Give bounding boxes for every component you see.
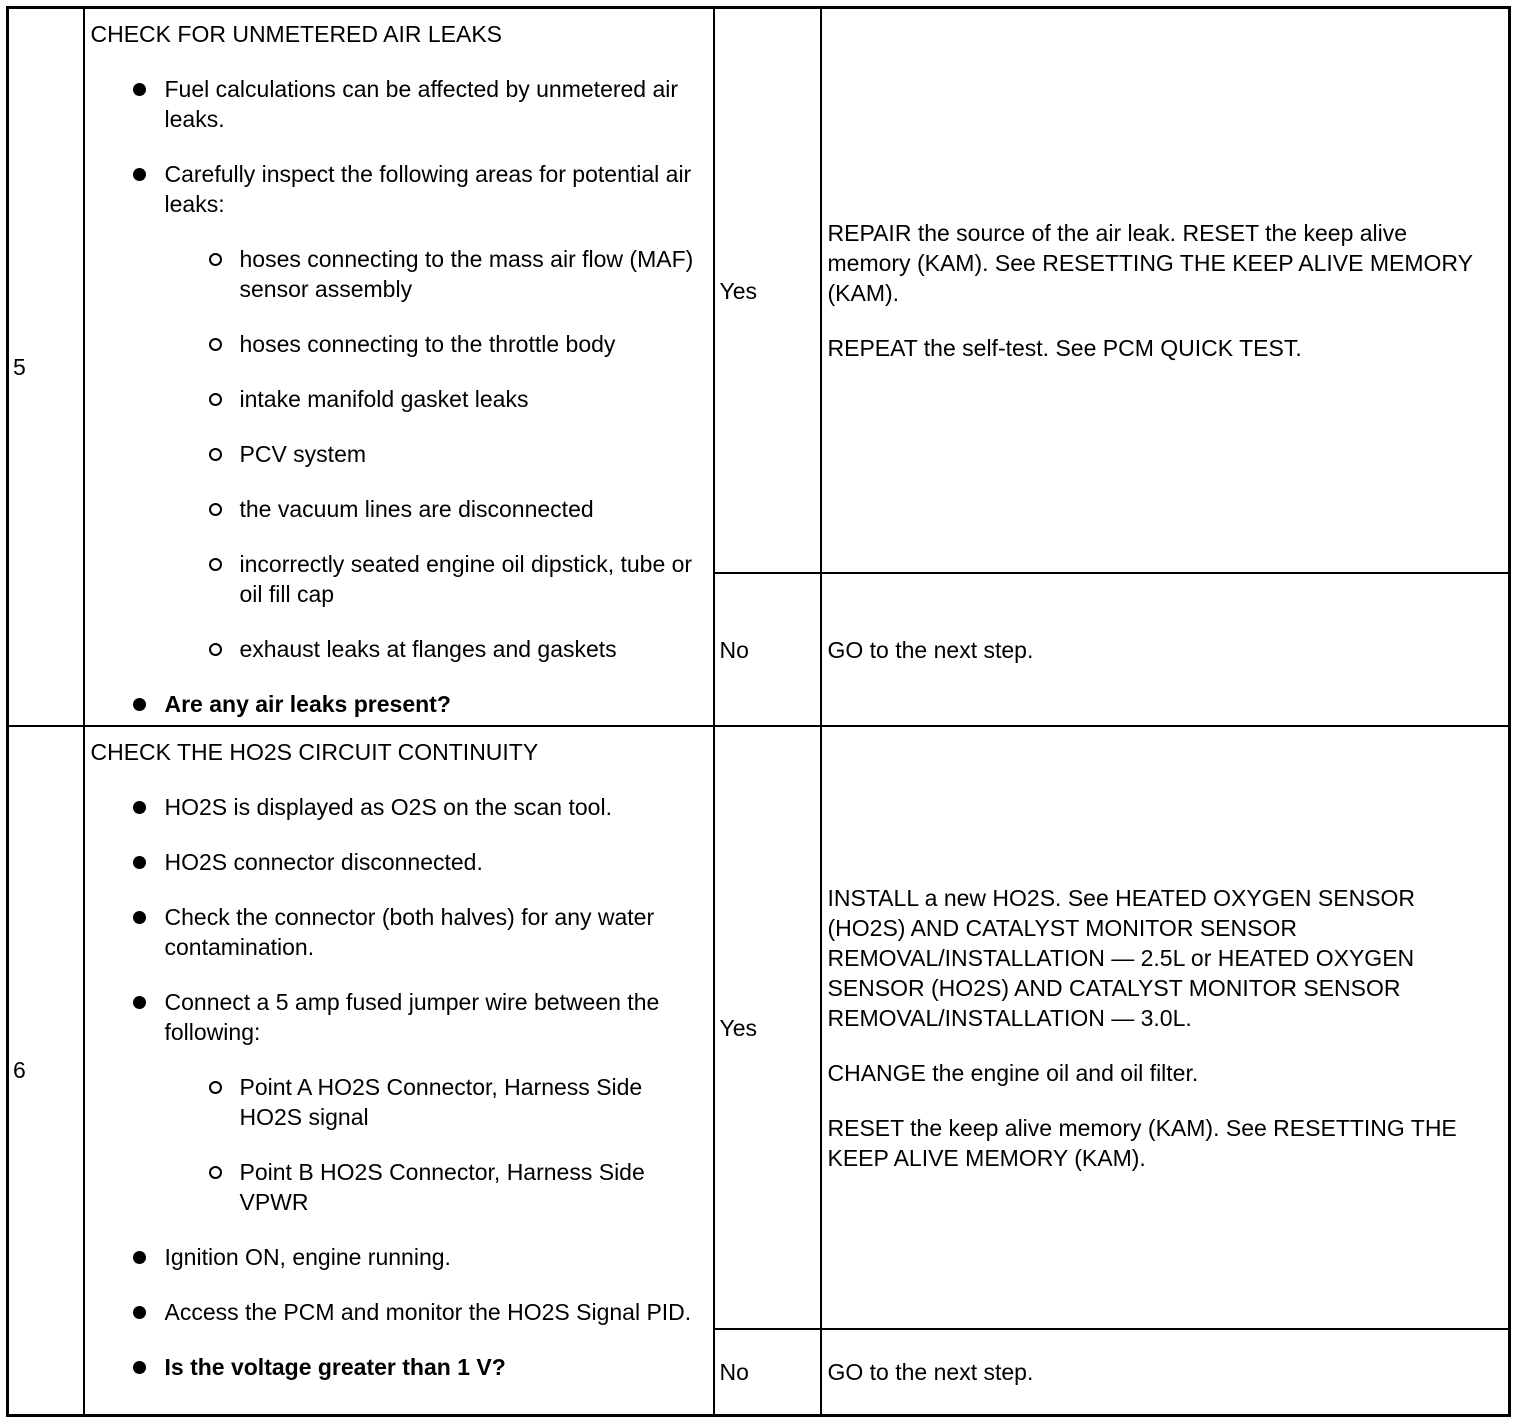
bullet-icon (133, 1361, 146, 1374)
question-text: Are any air leaks present? (164, 691, 451, 717)
action-text: REPEAT the self-test. See PCM QUICK TEST. (827, 335, 1302, 362)
sub-item-text: PCV system (239, 441, 367, 467)
sub-item (165, 1157, 707, 1217)
bullet-item (91, 847, 707, 877)
bullet-icon (133, 801, 146, 814)
action-no-cell (821, 1329, 1510, 1415)
bullet-icon (133, 1251, 146, 1264)
action-yes-cell (821, 726, 1510, 1329)
circle-bullet-icon (209, 338, 222, 351)
diagnostic-table (6, 6, 1511, 1417)
bullet-item (91, 74, 707, 134)
bullet-icon (133, 1306, 146, 1319)
circle-bullet-icon (209, 1081, 222, 1094)
step-number: 5 (8, 8, 84, 727)
bullet-icon (133, 996, 146, 1009)
sub-item-text: Point B HO2S Connector, Harness Side VPWR (239, 1159, 645, 1215)
circle-bullet-icon (209, 393, 222, 406)
circle-bullet-icon (209, 503, 222, 516)
circle-bullet-icon (209, 1166, 222, 1179)
bullet-item (91, 902, 707, 962)
action-text: GO to the next step. (827, 1358, 1034, 1385)
sub-item (165, 634, 707, 664)
bullet-icon (133, 911, 146, 924)
bullet-text: Carefully inspect the following areas for potential air leaks: (164, 161, 692, 217)
bullet-icon (133, 698, 146, 711)
bullet-item (91, 1297, 707, 1327)
bullet-icon (133, 83, 146, 96)
step-5-check-cell (84, 8, 714, 727)
answer-no: No (714, 573, 821, 726)
bullet-text: HO2S connector disconnected. (164, 849, 483, 875)
bullet-text: Check the connector (both halves) for any water contamination. (164, 904, 655, 960)
sub-item (165, 1072, 707, 1132)
sub-item-text: incorrectly seated engine oil dipstick, tube or oil fill cap (239, 551, 693, 607)
sub-item-text: the vacuum lines are disconnected (239, 496, 594, 522)
bullet-text: Access the PCM and monitor the HO2S Signal PID. (164, 1299, 692, 1325)
step-title: CHECK THE HO2S CIRCUIT CONTINUITY (90, 739, 539, 765)
bullet-list (91, 74, 707, 719)
sub-list (165, 244, 707, 664)
sub-list (165, 1072, 707, 1217)
bullet-icon (133, 168, 146, 181)
circle-bullet-icon (209, 643, 222, 656)
action-no-cell (821, 573, 1510, 726)
sub-item-text: hoses connecting to the mass air flow (MAF) sensor assembly (239, 246, 694, 302)
sub-item (165, 329, 707, 359)
answer-no: No (714, 1329, 821, 1415)
action-yes-cell (821, 8, 1510, 574)
sub-item-text: intake manifold gasket leaks (239, 386, 529, 412)
step-number: 6 (8, 726, 84, 1415)
bullet-list (91, 792, 707, 1382)
answer-yes: Yes (714, 726, 821, 1329)
question-text: Is the voltage greater than 1 V? (164, 1354, 506, 1380)
circle-bullet-icon (209, 448, 222, 461)
action-text: CHANGE the engine oil and oil filter. (827, 1059, 1199, 1086)
circle-bullet-icon (209, 558, 222, 571)
step-5-yes-row (8, 8, 1510, 574)
bullet-item (91, 159, 707, 664)
action-text: INSTALL a new HO2S. See HEATED OXYGEN SENSOR (HO2S) AND CATALYST MONITOR SENSOR REMOVAL/INSTALLATION — 2.5L or HEATED OXYGEN SENSOR (HO2S) AND CATALYST MONITOR SENSOR REMOVAL/INSTALLATION — 3.0L. (827, 884, 1416, 1031)
step-6-check-cell (84, 726, 714, 1415)
sub-item (165, 549, 707, 609)
action-text: REPAIR the source of the air leak. RESET the keep alive memory (KAM). See RESETTING THE KEEP ALIVE MEMORY (KAM). (827, 220, 1473, 307)
action-text: GO to the next step. (827, 636, 1034, 663)
bullet-text: Connect a 5 amp fused jumper wire between the following: (164, 989, 660, 1045)
circle-bullet-icon (209, 253, 222, 266)
sub-item-text: Point A HO2S Connector, Harness Side HO2S signal (239, 1074, 643, 1130)
bullet-item (91, 1242, 707, 1272)
action-text: RESET the keep alive memory (KAM). See RESETTING THE KEEP ALIVE MEMORY (KAM). (827, 1114, 1457, 1171)
bullet-item (91, 792, 707, 822)
sub-item (165, 439, 707, 469)
bullet-text: Fuel calculations can be affected by unmetered air leaks. (164, 76, 679, 132)
sub-item-text: hoses connecting to the throttle body (239, 331, 616, 357)
step-title: CHECK FOR UNMETERED AIR LEAKS (90, 21, 503, 47)
bullet-item (91, 1352, 707, 1382)
sub-item (165, 384, 707, 414)
bullet-icon (133, 856, 146, 869)
answer-yes: Yes (714, 8, 821, 574)
bullet-text: HO2S is displayed as O2S on the scan tool. (164, 794, 612, 820)
step-6-yes-row (8, 726, 1510, 1329)
sub-item (165, 244, 707, 304)
bullet-item (91, 987, 707, 1217)
sub-item (165, 494, 707, 524)
bullet-text: Ignition ON, engine running. (164, 1244, 451, 1270)
bullet-item (91, 689, 707, 719)
sub-item-text: exhaust leaks at flanges and gaskets (239, 636, 617, 662)
